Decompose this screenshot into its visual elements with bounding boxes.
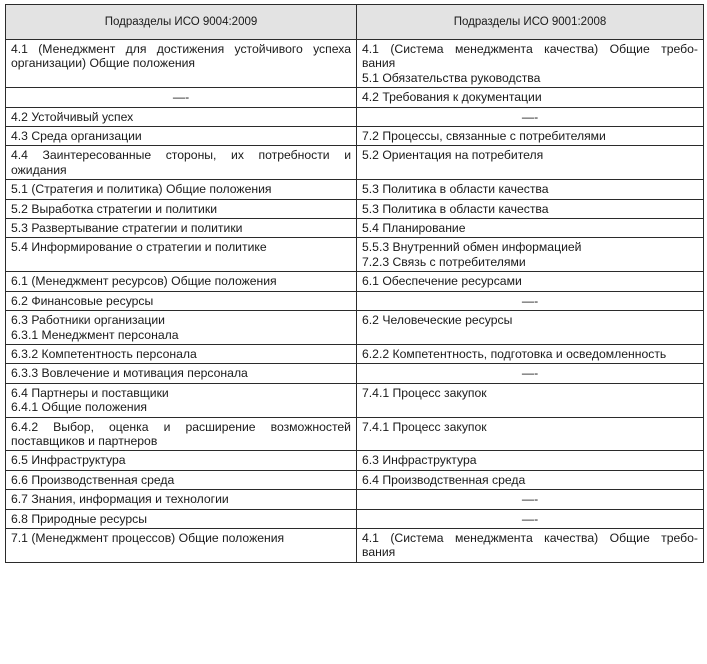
- cell-text-line: 4.3 Среда организации: [11, 129, 142, 144]
- iso-9001-cell: [357, 364, 704, 383]
- table-row: [6, 238, 704, 272]
- iso-9004-cell: [6, 40, 357, 88]
- iso-9004-cell: [6, 490, 357, 509]
- table-row: [6, 40, 704, 88]
- cell-text-line: 6.1 Обеспечение ресурсами: [362, 274, 522, 289]
- cell-text-line: организации) Общие положения: [11, 56, 195, 71]
- iso-9004-cell: [6, 199, 357, 218]
- column-header-iso-9004: Подразделы ИСО 9004:2009: [6, 5, 357, 40]
- cell-text-line: 4.1 (Система менеджмента качества) Общие требо-: [362, 42, 698, 56]
- cell-text-line: 4.1 (Система менеджмента качества) Общие требо-: [362, 530, 698, 545]
- table-row: [6, 509, 704, 528]
- cell-text-line: 7.4.1 Процесс закупок: [362, 419, 487, 434]
- iso-9004-cell: [6, 509, 357, 528]
- iso-9001-cell: [357, 272, 704, 291]
- document: [5, 4, 703, 563]
- table-row: [6, 199, 704, 218]
- iso-9001-cell: [357, 238, 704, 272]
- iso-9001-cell: [357, 470, 704, 489]
- table-row: [6, 344, 704, 363]
- iso-9004-cell: [6, 291, 357, 310]
- cell-text-line: 6.2.2 Компетентность, подготовка и осведомленность: [362, 346, 667, 361]
- cell-text-line: 6.7 Знания, информация и технологии: [11, 492, 229, 507]
- table-row: [6, 107, 704, 126]
- cell-text-line: 6.3 Инфраструктура: [362, 453, 477, 468]
- cell-text-line: —-: [521, 366, 539, 381]
- cell-text-line: 5.3 Политика в области качества: [362, 201, 549, 216]
- iso-9001-cell: [357, 311, 704, 345]
- table-row: [6, 219, 704, 238]
- iso-9001-cell: [357, 127, 704, 146]
- cell-text-line: 6.3.1 Менеджмент персонала: [11, 327, 179, 342]
- cell-text-line: ожидания: [11, 162, 67, 177]
- column-header-iso-9001: Подразделы ИСО 9001:2008: [357, 5, 704, 40]
- iso-9004-cell: [6, 146, 357, 180]
- cell-text-line: 7.4.1 Процесс закупок: [362, 385, 487, 400]
- cell-text-line: 5.5.3 Внутренний обмен информацией: [362, 240, 582, 255]
- iso-9004-cell: [6, 417, 357, 451]
- cell-text-line: 5.4 Планирование: [362, 221, 466, 236]
- iso-9001-cell: [357, 383, 704, 417]
- cell-text-line: 4.1 (Менеджмент для достижения устойчивого успеха: [11, 42, 351, 56]
- cell-text-line: 6.4 Производственная среда: [362, 472, 526, 487]
- iso-9004-cell: [6, 219, 357, 238]
- cell-text-line: 6.2 Человеческие ресурсы: [362, 313, 513, 328]
- iso-9001-cell: [357, 199, 704, 218]
- iso-9004-cell: [6, 451, 357, 470]
- cell-text-line: 6.3.2 Компетентность персонала: [11, 346, 197, 361]
- table-row: [6, 417, 704, 451]
- cell-text-line: 6.4 Партнеры и поставщики: [11, 385, 169, 400]
- cell-text-line: 6.4.1 Общие положения: [11, 400, 148, 415]
- cell-text-line: 4.4 Заинтересованные стороны, их потребности и: [11, 148, 351, 163]
- cell-text-line: 7.2 Процессы, связанные с потребителями: [362, 129, 606, 144]
- cell-text-line: 4.2 Устойчивый успех: [11, 109, 134, 124]
- table-header-row: [6, 5, 704, 40]
- iso-9001-cell: [357, 509, 704, 528]
- iso-9001-cell: [357, 146, 704, 180]
- table-row: [6, 490, 704, 509]
- table-body: [6, 40, 704, 563]
- cell-text-line: 7.1 (Менеджмент процессов) Общие положения: [11, 530, 285, 545]
- iso-9004-cell: [6, 344, 357, 363]
- table-row: [6, 88, 704, 107]
- iso-9001-cell: [357, 180, 704, 199]
- cell-text-line: —-: [521, 293, 539, 308]
- cell-text-line: 5.1 Обязательства руководства: [362, 70, 541, 85]
- iso-9001-cell: [357, 344, 704, 363]
- cell-text-line: 5.4 Информирование о стратегии и политике: [11, 240, 267, 255]
- iso-9004-cell: [6, 383, 357, 417]
- iso-9004-cell: [6, 88, 357, 107]
- iso-9004-cell: [6, 364, 357, 383]
- cell-text-line: 4.2 Требования к документации: [362, 90, 542, 105]
- iso-9001-cell: [357, 528, 704, 562]
- cell-text-line: поставщиков и партнеров: [11, 433, 158, 448]
- cell-text-line: —-: [172, 90, 190, 105]
- iso-9004-cell: [6, 238, 357, 272]
- iso-9004-cell: [6, 272, 357, 291]
- cell-text-line: 7.2.3 Связь с потребителями: [362, 254, 526, 269]
- iso-9001-cell: [357, 107, 704, 126]
- table-row: [6, 127, 704, 146]
- cell-text-line: 5.2 Ориентация на потребителя: [362, 148, 544, 163]
- cell-text-line: —-: [521, 109, 539, 124]
- table-row: [6, 383, 704, 417]
- iso-comparison-table: [5, 4, 704, 563]
- iso-9004-cell: [6, 311, 357, 345]
- iso-9001-cell: [357, 417, 704, 451]
- table-row: [6, 180, 704, 199]
- cell-text-line: 6.4.2 Выбор, оценка и расширение возможностей: [11, 419, 351, 434]
- cell-text-line: 6.5 Инфраструктура: [11, 453, 126, 468]
- iso-9004-cell: [6, 180, 357, 199]
- cell-text-line: 5.1 (Стратегия и политика) Общие положения: [11, 182, 272, 197]
- cell-text-line: 6.1 (Менеджмент ресурсов) Общие положения: [11, 274, 277, 289]
- iso-9001-cell: [357, 490, 704, 509]
- cell-text-line: 6.6 Производственная среда: [11, 472, 175, 487]
- table-row: [6, 146, 704, 180]
- table-row: [6, 470, 704, 489]
- cell-text-line: вания: [362, 56, 396, 71]
- cell-text-line: 6.3.3 Вовлечение и мотивация персонала: [11, 366, 248, 381]
- iso-9001-cell: [357, 88, 704, 107]
- cell-text-line: —-: [521, 492, 539, 507]
- cell-text-line: 6.2 Финансовые ресурсы: [11, 293, 154, 308]
- table-row: [6, 528, 704, 562]
- cell-text-line: 6.8 Природные ресурсы: [11, 511, 147, 526]
- cell-text-line: 6.3 Работники организации: [11, 313, 165, 328]
- table-row: [6, 291, 704, 310]
- table-row: [6, 311, 704, 345]
- cell-text-line: 5.3 Политика в области качества: [362, 182, 549, 197]
- iso-9004-cell: [6, 470, 357, 489]
- cell-text-line: вания: [362, 545, 396, 560]
- table-row: [6, 451, 704, 470]
- table-row: [6, 272, 704, 291]
- table-row: [6, 364, 704, 383]
- cell-text-line: —-: [521, 511, 539, 526]
- iso-9001-cell: [357, 219, 704, 238]
- iso-9004-cell: [6, 127, 357, 146]
- iso-9004-cell: [6, 528, 357, 562]
- cell-text-line: 5.2 Выработка стратегии и политики: [11, 201, 217, 216]
- iso-9001-cell: [357, 291, 704, 310]
- cell-text-line: 5.3 Развертывание стратегии и политики: [11, 221, 243, 236]
- iso-9004-cell: [6, 107, 357, 126]
- iso-9001-cell: [357, 451, 704, 470]
- iso-9001-cell: [357, 40, 704, 88]
